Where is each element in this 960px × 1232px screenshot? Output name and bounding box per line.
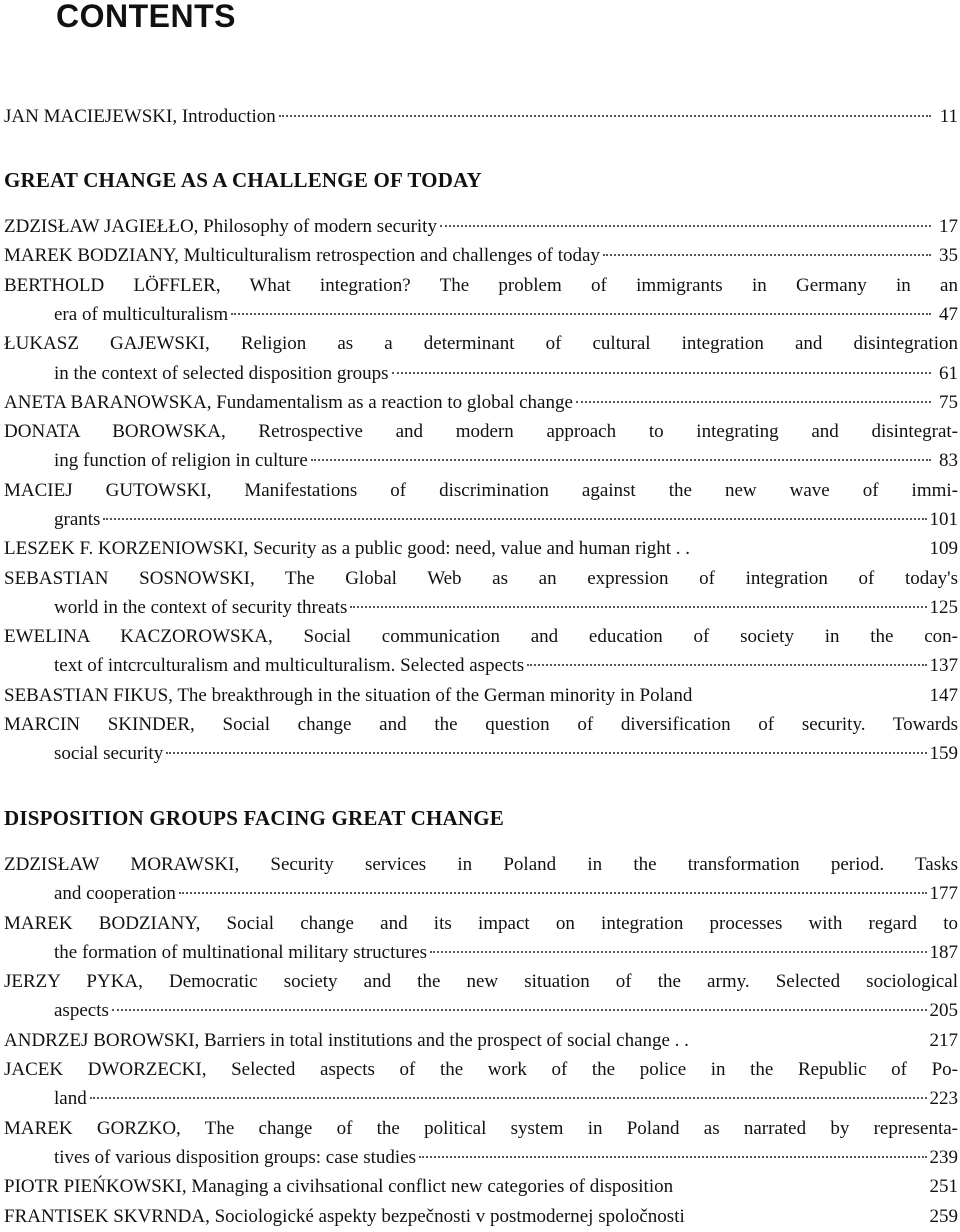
toc-entry-text: and cooperation [54, 883, 176, 904]
dot-leader [430, 951, 926, 953]
dot-leader [166, 752, 926, 754]
toc-entry-page: 61 [939, 363, 958, 384]
toc-entry-continuation[interactable] [4, 739, 958, 768]
toc-entry-continuation[interactable] [4, 505, 958, 534]
toc-entry-continuation[interactable] [4, 996, 958, 1025]
toc-entry-continuation[interactable] [4, 651, 958, 680]
dot-leader [179, 892, 927, 894]
dot-leader [576, 401, 931, 403]
toc-entry-text: ZDZISŁAW MORAWSKI, Security services in Poland in the transformation period. Tasks [4, 854, 958, 875]
toc-entry-page: 125 [929, 597, 958, 618]
toc-entry[interactable] [4, 1202, 958, 1231]
toc-entry[interactable] [4, 417, 958, 446]
toc-entry-text [4, 102, 276, 131]
dot-leader [440, 225, 931, 227]
toc-entry-text: ANETA BARANOWSKA, Fundamentalism as a reaction to global change [4, 392, 573, 413]
toc-entry-page: 83 [939, 450, 958, 471]
toc-entry-page: 205 [929, 1000, 958, 1021]
toc-entry-text: land [54, 1088, 87, 1109]
toc-entry-continuation[interactable] [4, 300, 958, 329]
toc-entry-page: 137 [929, 655, 958, 676]
toc-entry-text: era of multiculturalism [54, 304, 229, 325]
toc-entry-text: ANDRZEJ BOROWSKI, Barriers in total institutions and the prospect of social change . . [4, 1030, 689, 1051]
toc-entry-page: 239 [929, 1147, 958, 1168]
toc-entry-page: 17 [939, 216, 958, 237]
toc-entry-text: SEBASTIAN FIKUS, The breakthrough in the situation of the German minority in Poland [4, 685, 693, 706]
dot-leader [527, 664, 926, 666]
toc-entry-page: 35 [939, 245, 958, 266]
toc-entry[interactable] [4, 564, 958, 593]
toc-entry-text: aspects [54, 1000, 109, 1021]
toc-entry-continuation[interactable] [4, 446, 958, 475]
toc-entry-text: world in the context of security threats [54, 597, 348, 618]
toc-entry-text: ZDZISŁAW JAGIEŁŁO, Philosophy of modern security [4, 216, 437, 237]
toc-entry-text: SEBASTIAN SOSNOWSKI, The Global Web as an expression of integration of today's [4, 568, 958, 589]
toc-entry-continuation[interactable] [4, 879, 958, 908]
toc-entry-page: 187 [929, 942, 958, 963]
toc-entry[interactable] [4, 534, 958, 563]
toc-entry[interactable] [4, 388, 958, 417]
toc-entry-text: JERZY PYKA, Democratic society and the new situation of the army. Selected sociological [4, 971, 958, 992]
dot-leader [419, 1156, 926, 1158]
toc-entry-text: MACIEJ GUTOWSKI, Manifestations of discrimination against the new wave of immi- [4, 480, 958, 501]
toc-entry[interactable] [4, 271, 958, 300]
toc-entry[interactable] [4, 476, 958, 505]
toc-entry[interactable] [4, 967, 958, 996]
toc-entry-text: FRANTISEK SKVRNDA, Sociologické aspekty bezpečnosti v postmodernej spoločnosti [4, 1206, 685, 1227]
toc-entry-page: 223 [929, 1088, 958, 1109]
toc-entry-page: 11 [939, 106, 958, 127]
dot-leader [279, 115, 931, 117]
toc-entry-page: 101 [929, 509, 958, 530]
dot-leader [603, 254, 931, 256]
toc-entry[interactable] [4, 681, 958, 710]
toc-entry-introduction[interactable] [4, 102, 958, 131]
toc-entry-page: 159 [929, 743, 958, 764]
toc-entry-continuation[interactable] [4, 359, 958, 388]
toc-entry[interactable] [4, 710, 958, 739]
toc-entry-text: EWELINA KACZOROWSKA, Social communication and education of society in the con- [4, 626, 958, 647]
toc-entry-page: 259 [929, 1206, 958, 1227]
toc-entry-text: LESZEK F. KORZENIOWSKI, Security as a public good: need, value and human right . . [4, 538, 691, 559]
toc-entry[interactable] [4, 1172, 958, 1201]
toc-entry-text: MAREK GORZKO, The change of the political system in Poland as narrated by representa- [4, 1118, 958, 1139]
section-heading-disposition-groups: DISPOSITION GROUPS FACING GREAT CHANGE [4, 806, 505, 830]
toc-entry[interactable] [4, 1055, 958, 1084]
toc-entry-continuation[interactable] [4, 1143, 958, 1172]
toc-entry-text: in the context of selected disposition groups [54, 363, 389, 384]
dot-leader [311, 459, 931, 461]
dot-leader [350, 606, 926, 608]
toc-entry-page: 177 [929, 883, 958, 904]
toc-entry-text: ing function of religion in culture [54, 450, 308, 471]
toc-entry[interactable] [4, 212, 958, 241]
toc-entry-continuation[interactable] [4, 1084, 958, 1113]
toc-entry-text: social security [54, 743, 164, 764]
toc-entry-text: MAREK BODZIANY, Multiculturalism retrospection and challenges of today [4, 245, 600, 266]
toc-entry[interactable] [4, 909, 958, 938]
toc-entry[interactable] [4, 329, 958, 358]
toc-entry-author: JAN MACIEJEWSKI, [4, 106, 178, 127]
toc-entry-title: Introduction [181, 106, 276, 127]
toc-entry-text: tives of various disposition groups: case studies [54, 1147, 417, 1168]
toc-entry-page: 251 [929, 1176, 958, 1197]
dot-leader [103, 518, 926, 520]
toc-entry-page: 147 [929, 685, 958, 706]
toc-entry-text: BERTHOLD LÖFFLER, What integration? The problem of immigrants in Germany in an [4, 275, 958, 296]
toc-entry-page: 47 [939, 304, 958, 325]
dot-leader [231, 313, 931, 315]
toc-entry[interactable] [4, 1114, 958, 1143]
toc-entry-text: JACEK DWORZECKI, Selected aspects of the work of the police in the Republic of Po- [4, 1059, 958, 1080]
toc-entry[interactable] [4, 241, 958, 270]
toc-entry-continuation[interactable] [4, 593, 958, 622]
toc-entry[interactable] [4, 850, 958, 879]
toc-entry[interactable] [4, 622, 958, 651]
toc-entry[interactable] [4, 1026, 958, 1055]
dot-leader [112, 1009, 927, 1011]
toc-entry-page: 217 [929, 1030, 958, 1051]
dot-leader [392, 372, 931, 374]
section-heading-great-change: GREAT CHANGE AS A CHALLENGE OF TODAY [4, 168, 482, 192]
toc-entry-text: ŁUKASZ GAJEWSKI, Religion as a determinant of cultural integration and disintegration [4, 333, 958, 354]
toc-entry-text: DONATA BOROWSKA, Retrospective and modern approach to integrating and disintegrat- [4, 421, 958, 442]
page-title: CONTENTS [56, 0, 236, 34]
toc-entry-text: grants [54, 509, 101, 530]
toc-entry-continuation[interactable] [4, 938, 958, 967]
toc-entry-text: MARCIN SKINDER, Social change and the question of diversification of security. Towards [4, 714, 958, 735]
dot-leader [90, 1097, 927, 1099]
toc-entry-text: text of intcrculturalism and multiculturalism. Selected aspects [54, 655, 525, 676]
toc-entry-page: 109 [929, 538, 958, 559]
toc-entry-page: 75 [939, 392, 958, 413]
toc-entry-text: the formation of multinational military structures [54, 942, 428, 963]
toc-entry-text: MAREK BODZIANY, Social change and its impact on integration processes with regard to [4, 913, 958, 934]
toc-entry-text: PIOTR PIEŃKOWSKI, Managing a civihsational conflict new categories of disposition [4, 1176, 674, 1197]
